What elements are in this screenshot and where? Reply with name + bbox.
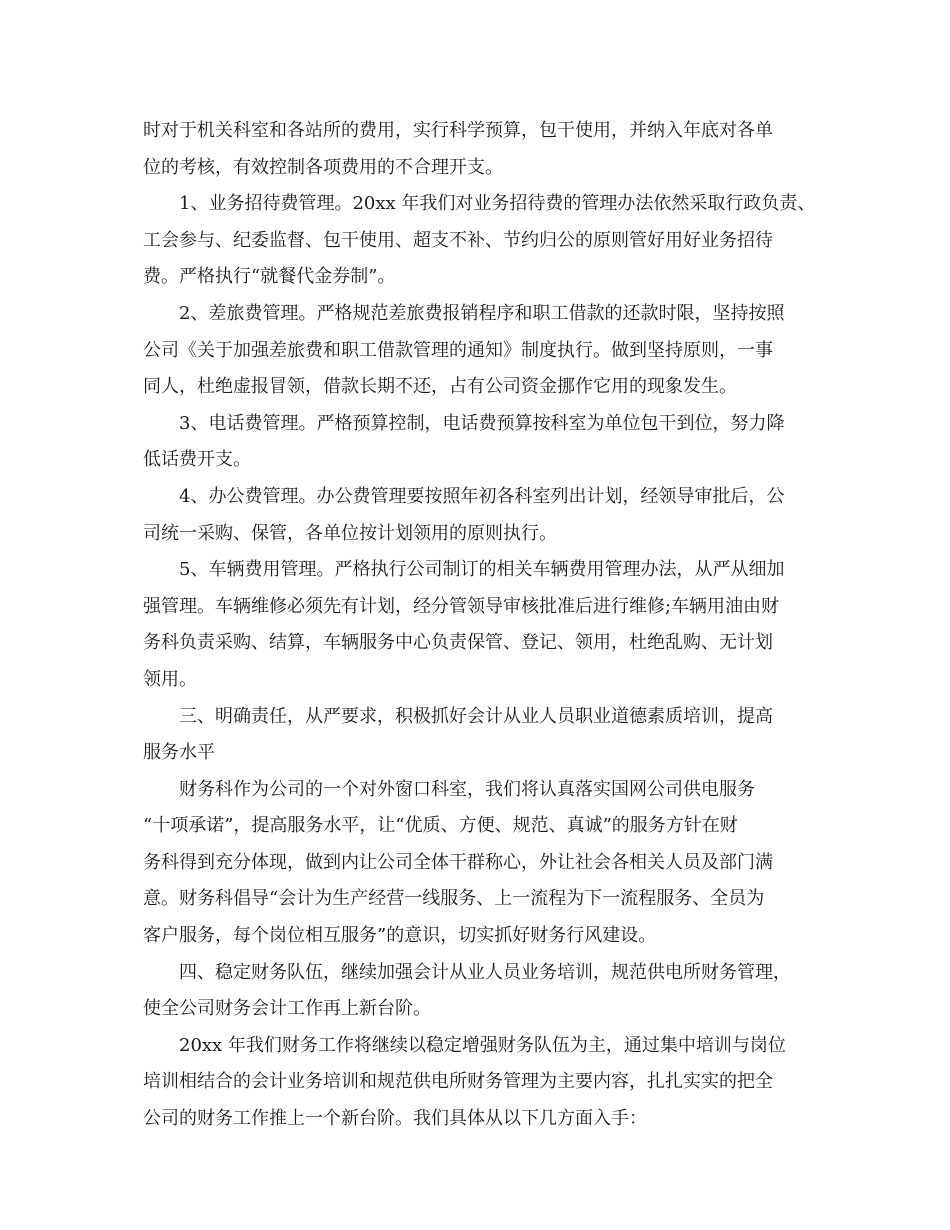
text-line: 20xx 年我们财务工作将继续以稳定增强财务队伍为主，通过集中培训与岗位	[179, 1034, 786, 1056]
text-line: 司统一采购、保管，各单位按计划领用的原则执行。	[143, 522, 557, 544]
text-line: 四、稳定财务队伍，继续加强会计从业人员业务培训，规范供电所财务管理，	[179, 961, 791, 983]
text-line: 领用。	[143, 668, 197, 690]
text-line: 费。严格执行“就餐代金券制”。	[143, 266, 396, 288]
text-line: 三、明确责任，从严要求，积极抓好会计从业人员职业道德素质培训，提高	[179, 705, 773, 727]
text-line: 1、业务招待费管理。20xx 年我们对业务招待费的管理办法依然采取行政负责、	[179, 193, 816, 215]
text-line: 使全公司财务会计工作再上新台阶。	[143, 998, 431, 1020]
text-line: 强管理。车辆维修必须先有计划，经分管领导审核批准后进行维修;车辆用油由财	[143, 595, 780, 617]
document-body	[143, 113, 833, 1138]
text-line: 低话费开支。	[143, 449, 251, 471]
text-line: 公司《关于加强差旅费和职工借款管理的通知》制度执行。做到坚持原则，一事	[143, 339, 773, 361]
text-line: “十项承诺”，提高服务水平，让“优质、方便、规范、真诚”的服务方针在财	[143, 815, 738, 837]
text-line: 工会参与、纪委监督、包干使用、超支不补、节约归公的原则管好用好业务招待	[143, 229, 773, 251]
text-line: 时对于机关科室和各站所的费用，实行科学预算，包干使用，并纳入年底对各单	[143, 120, 773, 141]
text-line: 位的考核，有效控制各项费用的不合理开支。	[143, 156, 503, 178]
text-line: 务科负责采购、结算，车辆服务中心负责保管、登记、领用，杜绝乱购、无计划	[143, 632, 773, 654]
text-line: 意。财务科倡导“会计为生产经营一线服务、上一流程为下一流程服务、全员为	[143, 888, 765, 910]
text-line: 服务水平	[143, 742, 215, 764]
text-line: 2、差旅费管理。严格规范差旅费报销程序和职工借款的还款时限，坚持按照	[179, 302, 785, 324]
text-line: 客户服务，每个岗位相互服务”的意识，切实抓好财务行风建设。	[143, 925, 657, 947]
text-line: 培训相结合的会计业务培训和规范供电所财务管理为主要内容，扎扎实实的把全	[143, 1071, 773, 1093]
text-line: 务科得到充分体现，做到内让公司全体干群称心，外让社会各相关人员及部门满	[143, 851, 773, 873]
text-line: 财务科作为公司的一个对外窗口科室，我们将认真落实国网公司供电服务	[179, 778, 755, 800]
text-line: 3、电话费管理。严格预算控制，电话费预算按科室为单位包干到位，努力降	[179, 412, 785, 434]
text-line: 5、车辆费用管理。严格执行公司制订的相关车辆费用管理办法，从严从细加	[179, 559, 785, 581]
text-line: 同人，杜绝虚报冒领，借款长期不还，占有公司资金挪作它用的现象发生。	[143, 376, 737, 398]
text-line: 公司的财务工作推上一个新台阶。我们具体从以下几方面入手：	[143, 1108, 647, 1130]
text-line: 4、办公费管理。办公费管理要按照年初各科室列出计划，经领导审批后，公	[179, 485, 785, 507]
